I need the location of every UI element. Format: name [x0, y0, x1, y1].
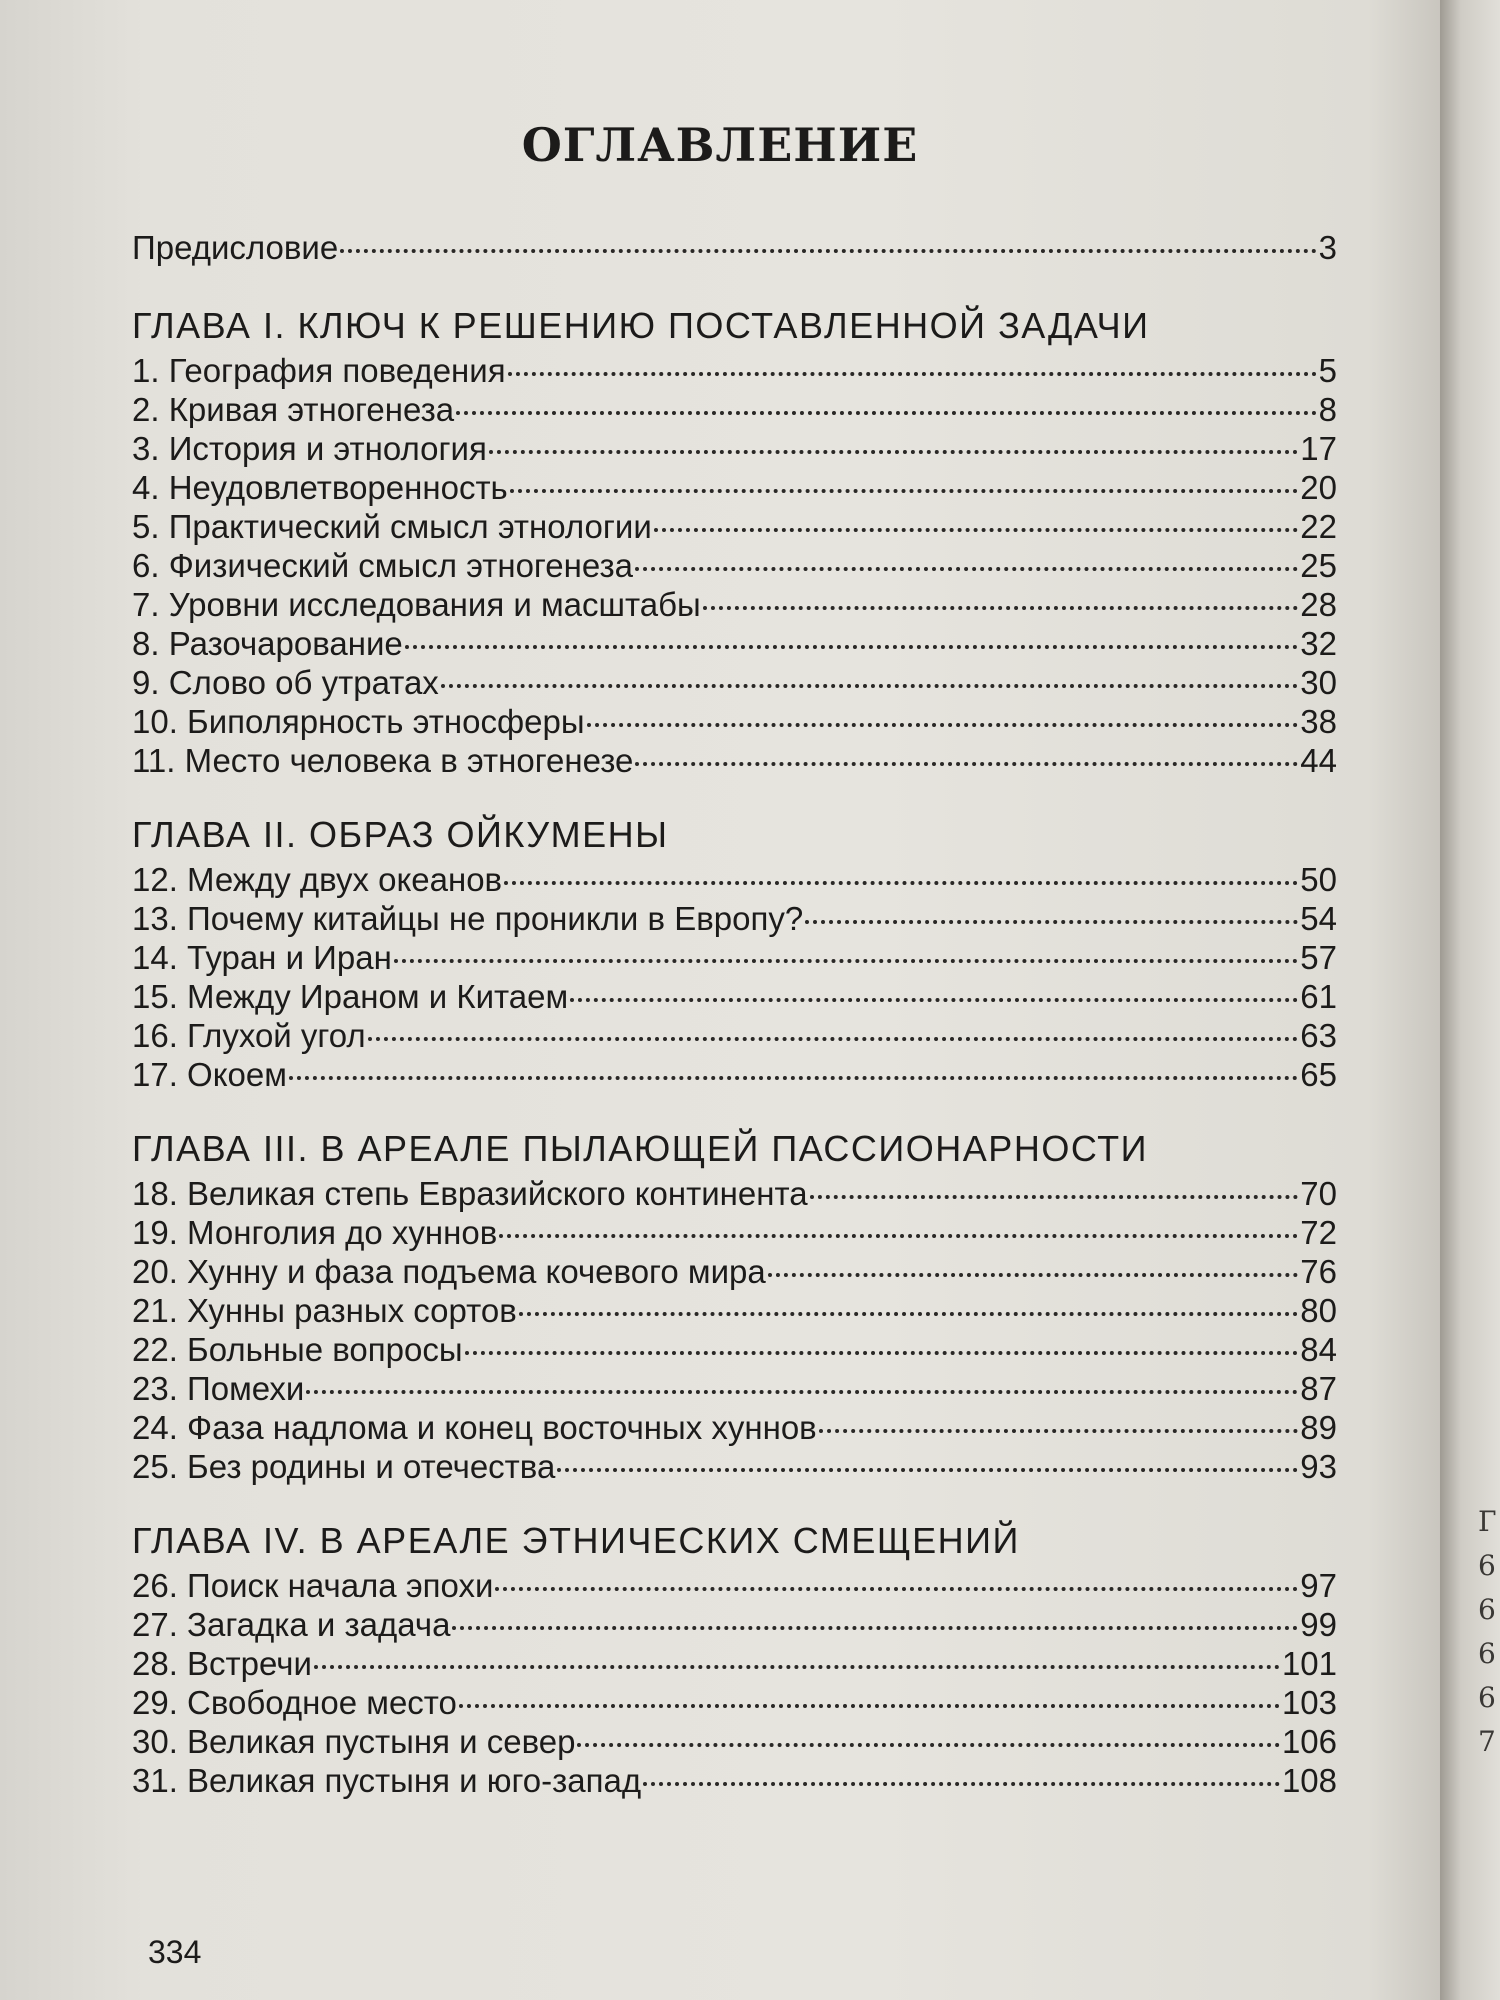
dot-leader — [519, 1312, 1299, 1316]
toc-entry — [132, 663, 1337, 702]
entry-label: 14. Туран и Иран — [132, 939, 392, 976]
dot-leader — [557, 1468, 1298, 1472]
edge-mark: 6 — [1478, 1681, 1496, 1714]
entry-label: 30. Великая пустыня и север — [132, 1723, 576, 1760]
dot-leader — [768, 1273, 1299, 1277]
dot-leader — [504, 881, 1298, 885]
page-title: ОГЛАВЛЕНИЕ — [521, 118, 919, 172]
entry-page: 32 — [1300, 625, 1337, 662]
entry-page: 80 — [1300, 1292, 1337, 1329]
entry-label: 3. История и этнология — [132, 430, 487, 467]
dot-leader — [441, 684, 1298, 688]
entry-label: 21. Хунны разных сортов — [132, 1292, 517, 1329]
dot-leader — [465, 1351, 1299, 1355]
entry-label: 31. Великая пустыня и юго-запад — [132, 1762, 642, 1799]
table-of-contents — [132, 228, 1337, 1800]
toc-entry — [132, 624, 1337, 663]
entry-page: 72 — [1300, 1214, 1337, 1251]
dot-leader — [654, 528, 1298, 532]
entry-page: 3 — [1318, 229, 1337, 266]
entry-page: 101 — [1281, 1645, 1337, 1682]
entry-label: 16. Глухой угол — [132, 1017, 366, 1054]
entry-label: 10. Биполярность этносферы — [132, 703, 585, 740]
entry-page: 54 — [1300, 900, 1337, 937]
entry-label: 24. Фаза надлома и конец восточных хуннов — [132, 1409, 817, 1446]
toc-entry — [132, 977, 1337, 1016]
chapter-heading: ГЛАВА I. КЛЮЧ К РЕШЕНИЮ ПОСТАВЛЕННОЙ ЗАДАЧИ — [132, 305, 1150, 346]
entry-page: 70 — [1300, 1175, 1337, 1212]
entry-label: Предисловие — [132, 229, 339, 266]
edge-mark: 6 — [1478, 1593, 1496, 1626]
entry-page: 103 — [1281, 1684, 1337, 1721]
entry-label: 9. Слово об утратах — [132, 664, 439, 701]
toc-entry-preface — [132, 228, 1337, 267]
dot-leader — [405, 645, 1299, 649]
toc-entry — [132, 1291, 1337, 1330]
toc-entry — [132, 1605, 1337, 1644]
entry-label: 26. Поиск начала эпохи — [132, 1567, 494, 1604]
toc-entry — [132, 429, 1337, 468]
toc-entry — [132, 585, 1337, 624]
toc-entry — [132, 546, 1337, 585]
toc-entry — [132, 899, 1337, 938]
toc-entry — [132, 1644, 1337, 1683]
toc-entry — [132, 1722, 1337, 1761]
entry-page: 65 — [1300, 1056, 1337, 1093]
dot-leader — [635, 567, 1298, 571]
toc-entry — [132, 1213, 1337, 1252]
dot-leader — [587, 723, 1299, 727]
toc-entry — [132, 1761, 1337, 1800]
entry-page: 63 — [1300, 1017, 1337, 1054]
toc-entry — [132, 1683, 1337, 1722]
dot-leader — [703, 606, 1299, 610]
toc-entry — [132, 1447, 1337, 1486]
dot-leader — [508, 372, 1317, 376]
toc-entry — [132, 1016, 1337, 1055]
dot-leader — [819, 1429, 1299, 1433]
edge-mark: 7 — [1478, 1725, 1496, 1758]
toc-entry — [132, 468, 1337, 507]
entry-label: 19. Монголия до хуннов — [132, 1214, 498, 1251]
edge-mark: 6 — [1478, 1549, 1496, 1582]
dot-leader — [570, 998, 1298, 1002]
toc-entry — [132, 1369, 1337, 1408]
toc-entry — [132, 860, 1337, 899]
dot-leader — [452, 1626, 1298, 1630]
next-page-edge-marks — [1478, 1500, 1497, 1764]
entry-label: 5. Практический смысл этнологии — [132, 508, 652, 545]
dot-leader — [635, 762, 1298, 766]
entry-label: 25. Без родины и отечества — [132, 1448, 556, 1485]
dot-leader — [577, 1743, 1279, 1747]
entry-page: 76 — [1300, 1253, 1337, 1290]
entry-page: 38 — [1300, 703, 1337, 740]
entry-page: 44 — [1300, 742, 1337, 779]
dot-leader — [340, 249, 1316, 253]
entry-page: 8 — [1318, 391, 1337, 428]
entry-page: 57 — [1300, 939, 1337, 976]
entry-label: 20. Хунну и фаза подъема кочевого мира — [132, 1253, 766, 1290]
entry-page: 17 — [1300, 430, 1337, 467]
toc-entry — [132, 1408, 1337, 1447]
entry-label: 4. Неудовлетворенность — [132, 469, 508, 506]
entry-label: 29. Свободное место — [132, 1684, 457, 1721]
dot-leader — [314, 1665, 1280, 1669]
entry-label: 1. География поведения — [132, 352, 506, 389]
dot-leader — [510, 489, 1299, 493]
dot-leader — [805, 920, 1298, 924]
entry-page: 61 — [1300, 978, 1337, 1015]
entry-page: 50 — [1300, 861, 1337, 898]
toc-entry — [132, 1566, 1337, 1605]
entry-page: 108 — [1281, 1762, 1337, 1799]
toc-entry — [132, 1330, 1337, 1369]
toc-entry — [132, 1055, 1337, 1094]
dot-leader — [495, 1587, 1298, 1591]
entry-label: 11. Место человека в этногенезе — [132, 742, 634, 779]
chapters-list — [132, 301, 1337, 1800]
dot-leader — [394, 959, 1298, 963]
dot-leader — [810, 1195, 1299, 1199]
entry-label: 22. Больные вопросы — [132, 1331, 463, 1368]
toc-entry — [132, 702, 1337, 741]
entry-label: 23. Помехи — [132, 1370, 305, 1407]
entry-label: 7. Уровни исследования и масштабы — [132, 586, 701, 623]
entry-label: 12. Между двух океанов — [132, 861, 503, 898]
entry-label: 28. Встречи — [132, 1645, 312, 1682]
entry-label: 2. Кривая этногенеза — [132, 391, 455, 428]
edge-mark: Г — [1478, 1505, 1497, 1538]
page-number: 334 — [148, 1934, 202, 1970]
toc-entry — [132, 1252, 1337, 1291]
toc-entry — [132, 351, 1337, 390]
entry-page: 99 — [1300, 1606, 1337, 1643]
entry-page: 97 — [1300, 1567, 1337, 1604]
toc-entry — [132, 938, 1337, 977]
dot-leader — [289, 1076, 1298, 1080]
dot-leader — [643, 1782, 1280, 1786]
chapter-heading: ГЛАВА II. ОБРАЗ ОЙКУМЕНЫ — [132, 814, 669, 855]
entry-label: 17. Окоем — [132, 1056, 287, 1093]
entry-label: 15. Между Ираном и Китаем — [132, 978, 569, 1015]
entry-page: 87 — [1300, 1370, 1337, 1407]
entry-label: 18. Великая степь Евразийского континента — [132, 1175, 808, 1212]
entry-page: 20 — [1300, 469, 1337, 506]
entry-page: 84 — [1300, 1331, 1337, 1368]
entry-label: 13. Почему китайцы не проникли в Европу? — [132, 900, 804, 937]
entry-page: 106 — [1281, 1723, 1337, 1760]
dot-leader — [499, 1234, 1298, 1238]
dot-leader — [456, 411, 1317, 415]
entry-page: 30 — [1300, 664, 1337, 701]
entry-page: 5 — [1318, 352, 1337, 389]
dot-leader — [489, 450, 1298, 454]
dot-leader — [306, 1390, 1298, 1394]
toc-entry — [132, 1174, 1337, 1213]
toc-entry — [132, 390, 1337, 429]
entry-label: 8. Разочарование — [132, 625, 403, 662]
entry-page: 28 — [1300, 586, 1337, 623]
entry-label: 6. Физический смысл этногенеза — [132, 547, 633, 584]
entry-page: 25 — [1300, 547, 1337, 584]
dot-leader — [459, 1704, 1280, 1708]
toc-entry — [132, 741, 1337, 780]
chapter-heading: ГЛАВА IV. В АРЕАЛЕ ЭТНИЧЕСКИХ СМЕЩЕНИЙ — [132, 1520, 1020, 1561]
entry-page: 89 — [1300, 1409, 1337, 1446]
dot-leader — [368, 1037, 1299, 1041]
entry-page: 22 — [1300, 508, 1337, 545]
toc-entry — [132, 507, 1337, 546]
entry-page: 93 — [1300, 1448, 1337, 1485]
chapter-heading: ГЛАВА III. В АРЕАЛЕ ПЫЛАЮЩЕЙ ПАССИОНАРНОСТИ — [132, 1128, 1148, 1169]
entry-label: 27. Загадка и задача — [132, 1606, 451, 1643]
edge-mark: 6 — [1478, 1637, 1496, 1670]
